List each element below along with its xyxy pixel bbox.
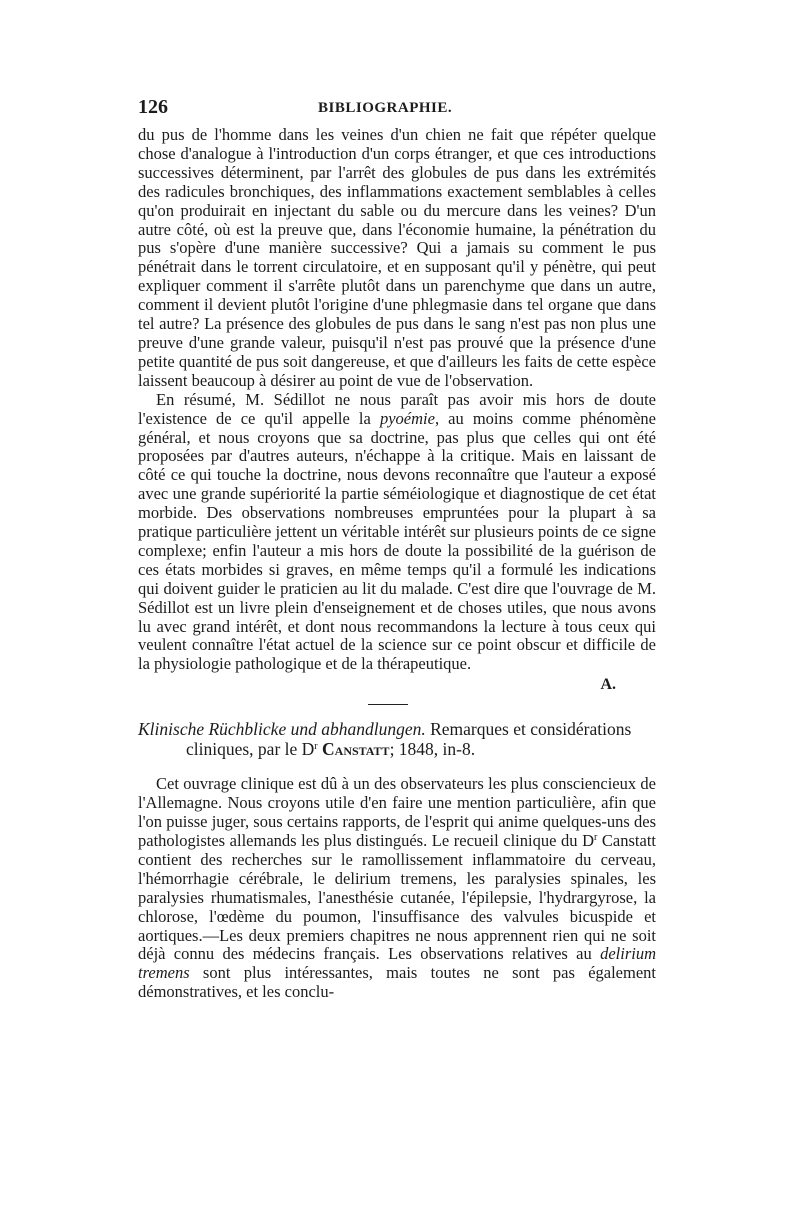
paragraph-review bbox=[138, 775, 656, 1002]
entry-publication: ; 1848, in-8. bbox=[389, 739, 476, 760]
doctor-abbrev-sup: r bbox=[594, 832, 598, 843]
entry-author: Canstatt bbox=[322, 739, 390, 760]
paragraph-continued: du pus de l'homme dans les veines d'un chien ne fait que répéter quelque chose d'analogue à l'introduction d'un corps étranger, et que ces introductions successives déterminent, par l'arrêt des globules de pus dans les extrémités des radicules bronchiques, des inflammations exactement semblables à celles qu'on produirait en injectant du sable ou du mercure dans les veines? D'un autre côté, où est la preuve que, dans l'économie humaine, la pénétration du pus s'opère d'une manière successive? Qui a jamais su comment le pus pénétrait dans le torrent circulatoire, et en supposant qu'il y pénètre, qui peut expliquer comment il s'arrête plutôt dans un parenchyme que dans un autre, comment il devient plutôt l'origine d'une phlegmasie dans tel organe que dans tel autre? La présence des globules de pus dans le sang n'est pas non plus une preuve d'une grande valeur, puisqu'il n'est pas prouvé que la présence d'une petite quantité de pus soit dangereuse, et que d'ailleurs les faits de cette espèce laissent beaucoup à désirer au point de vue de l'observation. bbox=[138, 125, 656, 390]
page-number: 126 bbox=[138, 96, 168, 118]
review-text-start: Cet ouvrage clinique est dû à un des observateurs les plus consciencieux de l'Allemagne. Nous croyons utile d'en faire une mention particulière, afin que l'on puisse juger, sous certains rapports, de l'esprit qui anime quelques-uns des pathologistes allemands les plus distingués. Le recueil clinique du D bbox=[138, 774, 656, 850]
doctor-abbrev-sup: r bbox=[314, 741, 318, 753]
summary-text-start: En résumé, M. Sédillot ne nous paraît pas avoir mis hors de doute l'existence de ce qu'il appelle la bbox=[138, 389, 656, 428]
running-head bbox=[138, 96, 656, 126]
pyoemie-term: pyoémie bbox=[379, 408, 435, 428]
review-text-end: sont plus intéressantes, mais toutes ne sont pas également démonstratives, et les conclu- bbox=[138, 963, 656, 1002]
review-signature: A. bbox=[600, 676, 616, 694]
section-divider bbox=[368, 704, 408, 705]
book-page bbox=[138, 96, 656, 1002]
review-text-middle: Canstatt contient des recherches sur le ramollissement inflammatoire du cerveau, l'hémorrhagie cérébrale, le delirium tremens, les paralysies spinales, les paralysies rhumatismales, l'anesthésie cutanée, l'épilepsie, l'hydrargyrose, la chlorose, l'œdème du poumon, l'insuffisance des valvules bicuspide et aortiques.—Les deux premiers chapitres ne nous apprennent rien qui ne soit déjà connu des médecins français. Les observations relatives au bbox=[138, 831, 657, 964]
entry-title-french: Remarques et considérations cliniques, par le D bbox=[186, 719, 632, 760]
summary-text-end: , au moins comme phénomène général, et nous croyons que sa doctrine, pas plus que celles qui ont été proposées par d'autres auteurs, n'échappe à la critique. Mais en laissant de côté ce qui touche la doctrine, nous devons reconnaître que l'auteur a exposé avec une grande supériorité la partie séméiologique et diagnostique de cet état morbide. Des observations nombreuses empruntées pour la plupart à sa pratique particulière jettent un véritable intérêt sur plusieurs points de ce signe complexe; enfin l'auteur a mis hors de doute la possibilité de la guérison de ces états morbides si graves, en même temps qu'il a formulé les indications qui doivent guider le praticien au lit du malade. C'est dire que l'ouvrage de M. Sédillot est un livre plein d'enseignement et de choses utiles, que nous avons lu avec grand intérêt, et dont nous recommandons la lecture à tous ceux qui veulent connaître l'état actuel de la science sur ce point obscur et difficile de la physiologie pathologique et de la thérapeutique. bbox=[138, 408, 656, 674]
delirium-tremens-term: delirium tremens bbox=[138, 944, 656, 983]
paragraph-summary bbox=[138, 391, 656, 675]
entry-title-german: Klinische Rüchblicke und abhandlungen. bbox=[138, 719, 426, 740]
running-title: BIBLIOGRAPHIE. bbox=[318, 100, 453, 116]
bibliography-entry-heading bbox=[138, 719, 656, 759]
